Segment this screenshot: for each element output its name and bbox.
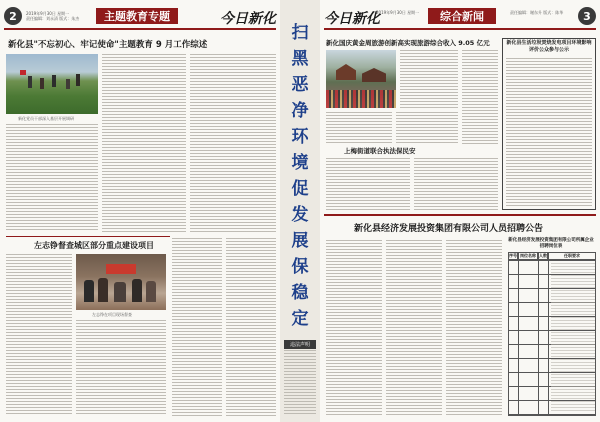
recruit-text-3 xyxy=(446,240,502,416)
photo1-caption: 新化党员干部深入基层开展调研 xyxy=(18,116,74,121)
notice-label: 违法声明 xyxy=(284,340,316,349)
article-column-4 xyxy=(172,238,222,416)
left-date-line: 2019年9月30日 星期一 xyxy=(26,11,70,16)
right-page xyxy=(320,0,600,422)
table-header-row xyxy=(508,252,596,260)
left-meta xyxy=(26,11,79,21)
right-editor-meta xyxy=(510,10,563,15)
table-title: 新化县经济发展投资集团有限公司所属企业招聘岗位表 xyxy=(508,238,594,249)
table-header-cell: 人数 xyxy=(539,253,547,258)
right-header-rule xyxy=(324,28,596,30)
side-box-text xyxy=(506,58,592,206)
slogan-char: 定 xyxy=(291,309,309,329)
table-body-text xyxy=(551,263,595,413)
right-editor-line: 责任编辑：谢东升 版式：陈华 xyxy=(510,10,564,15)
right-top-headline: 新化国庆黄金周旅游创新高实现旅游综合收入 9.05 亿元 xyxy=(326,39,490,47)
side-box-title: 新化县生活垃圾焚烧发电项目环境影响评价公众参与公示 xyxy=(506,40,592,53)
law-text-1 xyxy=(326,158,410,210)
article-column-2 xyxy=(102,54,186,232)
notice-text xyxy=(284,350,316,416)
article-column-5 xyxy=(226,238,276,416)
vertical-slogan xyxy=(281,20,319,332)
photo-tourism xyxy=(326,50,396,108)
left-section-title: 主题教育专题 xyxy=(96,8,178,24)
photo-field-visit xyxy=(6,54,98,114)
tourism-text-4 xyxy=(462,50,498,144)
recruit-table xyxy=(508,260,596,416)
left-page xyxy=(0,0,280,422)
slogan-char: 发 xyxy=(291,205,309,225)
article2-column-1 xyxy=(6,254,72,416)
right-date-line: 2019年9月30日 星期一 xyxy=(376,10,420,15)
left-divider xyxy=(6,236,170,237)
slogan-char: 稳 xyxy=(291,283,309,303)
right-big-headline: 新化县经济发展投资集团有限公司人员招聘公告 xyxy=(354,224,544,234)
right-divider xyxy=(324,214,596,216)
slogan-char: 黑 xyxy=(291,49,309,69)
table-header-cell: 序号 xyxy=(509,253,517,258)
photo2-caption: 左志铮在项目现场督查 xyxy=(92,312,132,317)
tourism-text-2 xyxy=(326,112,392,144)
left-masthead: 今日新化 xyxy=(220,11,276,27)
slogan-char: 净 xyxy=(291,101,309,121)
slogan-char: 展 xyxy=(291,231,309,251)
article-column-3 xyxy=(190,54,276,232)
recruit-text-2 xyxy=(386,240,442,416)
photo-project-inspection xyxy=(76,254,166,310)
right-mid-headline: 上梅街道联合执法保民安 xyxy=(344,147,416,155)
left-page-number: 2 xyxy=(4,7,22,25)
slogan-char: 保 xyxy=(291,257,309,277)
tourism-text-3 xyxy=(396,112,458,144)
slogan-char: 境 xyxy=(291,153,309,173)
article-column-1 xyxy=(6,124,98,232)
table-header-cell: 岗位名称 xyxy=(520,253,536,258)
left-main-headline: 新化县"不忘初心、牢记使命"主题教育 9 月工作综述 xyxy=(8,40,208,50)
article2-column-2 xyxy=(76,320,166,416)
right-page-number: 3 xyxy=(578,7,596,25)
slogan-char: 环 xyxy=(291,127,309,147)
left-header-rule xyxy=(4,28,276,30)
slogan-char: 促 xyxy=(291,179,309,199)
second-headline: 左志铮督查城区部分重点建设项目 xyxy=(34,241,154,250)
law-text-2 xyxy=(414,158,498,210)
tourism-text-1 xyxy=(400,50,458,108)
right-meta xyxy=(376,10,419,15)
slogan-char: 恶 xyxy=(291,75,309,95)
recruit-text-1 xyxy=(326,240,382,416)
left-page-header xyxy=(4,6,79,26)
table-header-cell: 任职要求 xyxy=(548,252,596,260)
left-editor-line: 责任编辑：刘永清 版式：朱杰 xyxy=(26,16,80,21)
right-section-title: 综合新闻 xyxy=(428,8,496,24)
right-masthead: 今日新化 xyxy=(324,11,380,27)
slogan-char: 扫 xyxy=(291,23,309,43)
